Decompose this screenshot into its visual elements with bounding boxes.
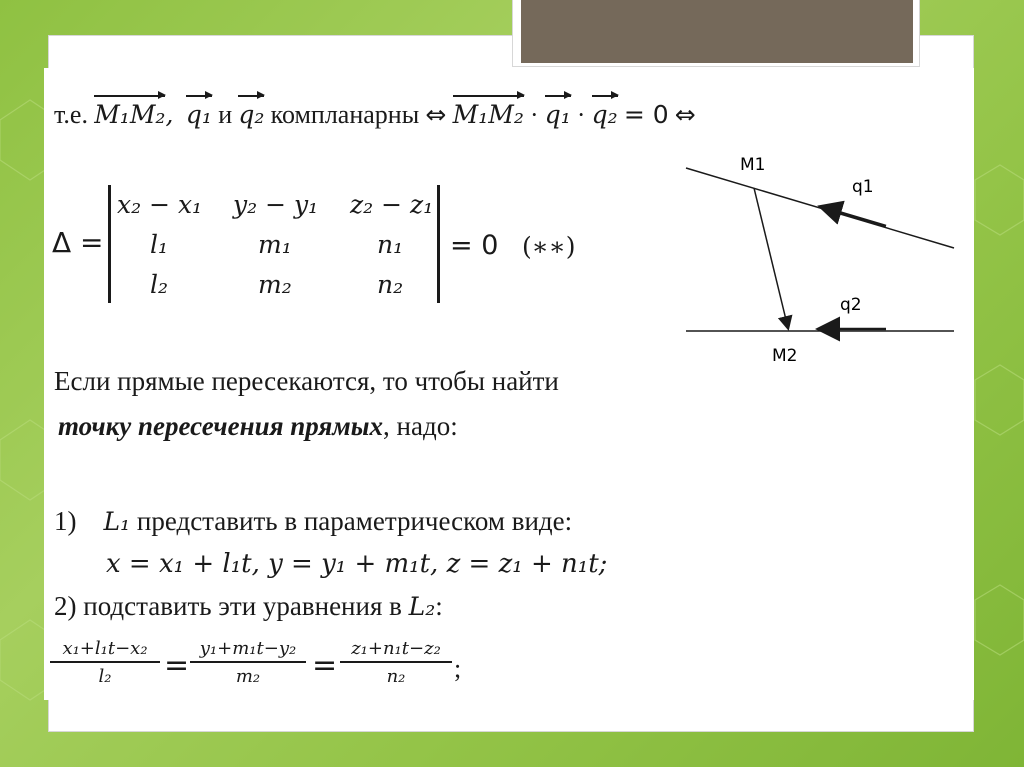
vector-q1-arrow — [822, 207, 886, 226]
det-r2c2: m₁ — [258, 230, 292, 259]
determinant-right-bar — [437, 185, 440, 303]
semicolon: ; — [454, 654, 462, 683]
iff-symbol: ⇔ — [674, 100, 696, 129]
intersection-point-emphasis: точку пересечения прямых — [58, 411, 384, 441]
line-L1: L₁ — [103, 507, 131, 536]
equals-sign: = — [312, 648, 338, 683]
label-m2: M2 — [772, 346, 798, 366]
det-r2c1: l₁ — [150, 230, 169, 259]
fraction-y — [190, 638, 306, 687]
intersect-rest: , надо: — [383, 411, 458, 441]
coplanarity-statement — [54, 100, 696, 130]
delta-label: Δ = — [52, 226, 104, 259]
label-q2: q2 — [840, 295, 862, 315]
fraction-x-numerator: x₁+l₁t−x₂ — [50, 638, 160, 663]
vector-q1: q₁ — [185, 100, 212, 129]
dot-operator: · — [530, 102, 539, 129]
vector-q2: q₂ — [238, 100, 265, 129]
line-L2: L₂ — [408, 592, 436, 621]
prefix-text: т.е. — [54, 100, 88, 129]
label-m1: M1 — [740, 155, 766, 175]
step1-text: представить в параметрическом виде: — [136, 506, 573, 536]
determinant-equals-zero: = 0 — [450, 230, 499, 261]
iff-symbol: ⇔ — [425, 100, 447, 129]
equals-zero: = 0 — [623, 100, 669, 129]
vector-m1m2: M₁M₂ — [94, 100, 166, 129]
det-r1c1: x₂ − x₁ — [117, 190, 203, 219]
vector-m1m2-arrow — [754, 188, 788, 328]
intersect-sentence: Если прямые пересекаются, то чтобы найти — [54, 366, 559, 396]
coplanar-word: компланарны — [270, 100, 420, 129]
fraction-x-denominator: l₂ — [98, 666, 112, 687]
label-q1: q1 — [852, 177, 874, 197]
det-r3c1: l₂ — [150, 270, 169, 299]
step1-line — [54, 506, 572, 537]
and-text: и — [218, 100, 233, 129]
det-r1c2: y₂ − y₁ — [233, 190, 319, 219]
fraction-z-numerator: z₁+n₁t−z₂ — [340, 638, 452, 663]
fraction-z-denominator: n₂ — [386, 666, 406, 687]
step2-line — [54, 591, 443, 622]
parametric-formula: x = x₁ + l₁t, y = y₁ + m₁t, z = z₁ + n₁t; — [106, 549, 608, 579]
comma: , — [165, 100, 174, 129]
equals-sign: = — [164, 648, 190, 683]
dot-operator: · — [577, 102, 586, 129]
determinant-left-bar — [108, 185, 111, 303]
line-L1-drawing — [686, 168, 954, 248]
det-r1c3: z₂ − z₁ — [350, 190, 434, 219]
vector-q1-product: q₁ — [544, 100, 571, 129]
vector-m1m2-product: M₁M₂ — [452, 100, 524, 129]
title-box — [521, 0, 913, 63]
step2-colon: : — [435, 591, 443, 621]
fraction-y-denominator: m₂ — [235, 666, 261, 687]
det-r2c3: n₁ — [377, 230, 404, 259]
det-r3c2: m₂ — [258, 270, 292, 299]
fraction-y-numerator: y₁+m₁t−y₂ — [190, 638, 306, 663]
skew-lines-diagram — [680, 150, 960, 370]
fraction-x — [50, 638, 160, 687]
fraction-z — [340, 638, 452, 687]
det-r3c3: n₂ — [377, 270, 404, 299]
intersect-sentence-line2 — [58, 411, 458, 442]
equation-tag: (∗∗) — [522, 232, 576, 261]
step2-text: 2) подставить эти уравнения в — [54, 591, 409, 621]
vector-q2-product: q₂ — [591, 100, 618, 129]
step1-number: 1) — [54, 506, 77, 536]
